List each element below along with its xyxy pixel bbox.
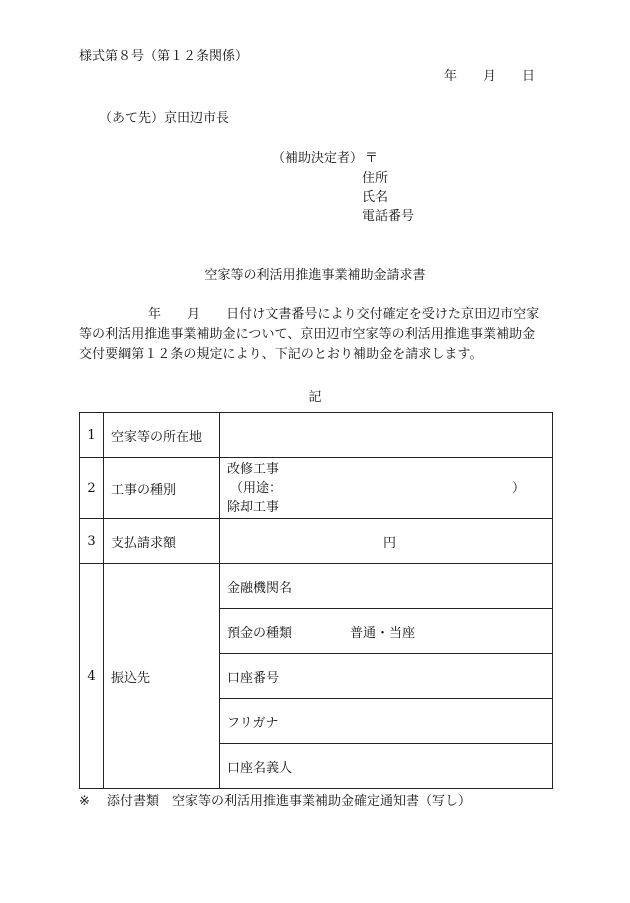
phone-label: 電話番号: [362, 209, 415, 224]
bank-name-label: 金融機関名: [227, 580, 293, 596]
address-label: 住所: [362, 171, 389, 186]
usage-open: （用途：: [230, 480, 283, 496]
body-line-2: 等の利活用推進事業補助金について、京田辺市空家等の利活用推進事業補助金: [79, 327, 536, 342]
row-number: 4: [80, 564, 104, 789]
work-type-renovation: 改修工事: [227, 461, 280, 477]
furigana-label: フリガナ: [227, 715, 279, 731]
account-holder-field[interactable]: [220, 744, 553, 789]
account-holder-label: 口座名義人: [227, 760, 293, 776]
table-row-work-type: [80, 458, 553, 519]
body-year-label: 年: [148, 307, 162, 322]
date-day-label: 日: [522, 69, 536, 84]
table-row-amount: [80, 519, 553, 564]
furigana-field[interactable]: [220, 699, 553, 744]
row-number: 1: [80, 413, 104, 458]
applicant-label: （補助決定者）: [272, 151, 364, 166]
transfer-label: 振込先: [104, 564, 220, 789]
name-label: 氏名: [362, 190, 389, 205]
work-type-label: 工事の種別: [104, 458, 220, 519]
yen-unit: 円: [382, 535, 396, 551]
addressee: （あて先）京田辺市長: [99, 111, 230, 126]
work-type-field[interactable]: [220, 458, 553, 519]
date-year-label: 年: [444, 69, 458, 84]
table-row-bank-name: [80, 564, 553, 609]
location-label: 空家等の所在地: [104, 413, 220, 458]
body-month-label: 月: [187, 307, 201, 322]
location-field[interactable]: [220, 413, 553, 458]
table-row-location: [80, 413, 553, 458]
form-number: 様式第８号（第１２条関係）: [79, 49, 249, 64]
row-number: 2: [80, 458, 104, 519]
body-line-1: [79, 305, 554, 325]
deposit-type-options[interactable]: 普通・当座: [350, 625, 416, 641]
account-number-label: 口座番号: [227, 670, 280, 686]
note-text: 添付書類 空家等の利活用推進事業補助金確定通知書（写し）: [107, 794, 472, 809]
body-line-3: 交付要綱第１２条の規定により、下記のとおり補助金を請求します。: [79, 347, 483, 362]
usage-line: [227, 479, 552, 498]
amount-field[interactable]: [220, 519, 553, 564]
amount-label: 支払請求額: [104, 519, 220, 564]
bank-name-field[interactable]: [220, 564, 553, 609]
deposit-type-label: 預金の種類: [227, 625, 293, 641]
date-month-label: 月: [483, 69, 497, 84]
usage-close: ）: [512, 480, 526, 496]
row-number: 3: [80, 519, 104, 564]
account-number-field[interactable]: [220, 654, 553, 699]
attachment-note: [79, 794, 471, 810]
date-line: [444, 69, 535, 85]
body-line-1-text: 日付け文書番号により交付確定を受けた京田辺市空家: [226, 307, 540, 322]
postal-mark: 〒: [365, 151, 379, 166]
document-title: 空家等の利活用推進事業補助金請求書: [204, 268, 426, 283]
ki-heading: 記: [308, 390, 322, 405]
deposit-type-field[interactable]: [220, 609, 553, 654]
note-mark: ※: [79, 794, 90, 809]
request-body: [79, 305, 554, 365]
request-table: [79, 412, 553, 789]
work-type-demolition: 除却工事: [227, 499, 280, 515]
